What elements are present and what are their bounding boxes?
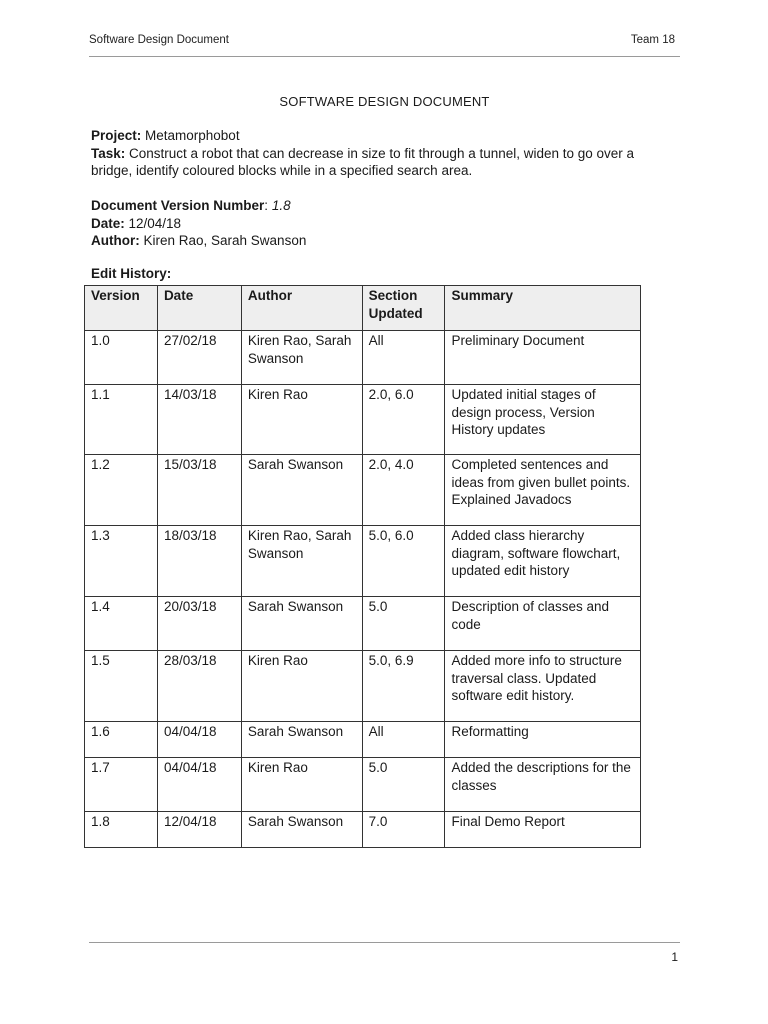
table-header-row xyxy=(85,286,641,331)
cell-date: 04/04/18 xyxy=(157,722,241,758)
cell-date: 28/03/18 xyxy=(157,651,241,722)
version-label: Document Version Number xyxy=(91,198,265,213)
cell-date: 04/04/18 xyxy=(157,758,241,812)
table-row xyxy=(85,812,641,848)
cell-section: 5.0, 6.9 xyxy=(362,651,445,722)
version-value: 1.8 xyxy=(271,198,291,213)
task-value: Construct a robot that can decrease in size to fit through a tunnel, widen to go over a bridge, identify coloured blocks while in a specified search area. xyxy=(91,145,635,178)
task-line xyxy=(91,145,671,180)
date-value: 12/04/18 xyxy=(124,215,182,231)
date-line xyxy=(91,215,671,233)
table-row xyxy=(85,455,641,526)
date-label: Date: xyxy=(91,215,125,231)
edit-history-table xyxy=(84,285,641,848)
page-number: 1 xyxy=(671,950,678,964)
column-header-version: Version xyxy=(85,286,158,331)
footer-divider xyxy=(89,942,680,943)
header-document-name: Software Design Document xyxy=(89,34,229,46)
cell-author: Kiren Rao xyxy=(241,385,362,455)
cell-author: Sarah Swanson xyxy=(241,597,362,651)
table-row xyxy=(85,597,641,651)
header-team-name: Team 18 xyxy=(630,34,675,46)
cell-date: 27/02/18 xyxy=(157,331,241,385)
cell-date: 12/04/18 xyxy=(157,812,241,848)
cell-date: 15/03/18 xyxy=(157,455,241,526)
author-value: Kiren Rao, Sarah Swanson xyxy=(139,233,307,248)
version-separator: : xyxy=(264,198,272,213)
project-line xyxy=(91,127,671,145)
cell-version: 1.7 xyxy=(85,758,158,812)
table-row xyxy=(85,722,641,758)
cell-section: 5.0 xyxy=(362,597,445,651)
author-line xyxy=(91,232,671,250)
cell-summary: Updated initial stages of design process, Version History updates xyxy=(445,385,641,455)
cell-summary: Added class hierarchy diagram, software flowchart, updated edit history xyxy=(445,526,641,597)
cell-version: 1.1 xyxy=(85,385,158,455)
cell-version: 1.4 xyxy=(85,597,158,651)
cell-version: 1.0 xyxy=(85,331,158,385)
task-label: Task: xyxy=(91,145,126,161)
version-line xyxy=(91,197,671,215)
document-title: SOFTWARE DESIGN DOCUMENT xyxy=(279,94,490,109)
cell-date: 14/03/18 xyxy=(157,385,241,455)
cell-section: 5.0 xyxy=(362,758,445,812)
cell-section: 5.0, 6.0 xyxy=(362,526,445,597)
header-divider xyxy=(89,56,680,57)
version-section xyxy=(91,197,671,250)
page-header xyxy=(89,34,679,50)
table-row xyxy=(85,758,641,812)
cell-version: 1.6 xyxy=(85,722,158,758)
table-row xyxy=(85,385,641,455)
cell-summary: Added the descriptions for the classes xyxy=(445,758,641,812)
column-header-date: Date xyxy=(157,286,241,331)
cell-author: Kiren Rao xyxy=(241,651,362,722)
cell-summary: Description of classes and code xyxy=(445,597,641,651)
cell-section: All xyxy=(362,722,445,758)
cell-author: Kiren Rao, Sarah Swanson xyxy=(241,526,362,597)
cell-version: 1.2 xyxy=(85,455,158,526)
edit-history-label: Edit History: xyxy=(91,266,172,281)
cell-author: Sarah Swanson xyxy=(241,455,362,526)
column-header-author: Author xyxy=(241,286,362,331)
cell-author: Kiren Rao xyxy=(241,758,362,812)
author-label: Author: xyxy=(91,233,140,248)
cell-summary: Final Demo Report xyxy=(445,812,641,848)
cell-version: 1.5 xyxy=(85,651,158,722)
cell-date: 20/03/18 xyxy=(157,597,241,651)
cell-summary: Preliminary Document xyxy=(445,331,641,385)
cell-summary: Completed sentences and ideas from given bullet points. Explained Javadocs xyxy=(445,455,641,526)
project-label: Project: xyxy=(91,128,142,143)
column-header-section-updated: Section Updated xyxy=(362,286,445,331)
project-section xyxy=(91,127,671,180)
cell-version: 1.8 xyxy=(85,812,158,848)
cell-section: All xyxy=(362,331,445,385)
cell-summary: Reformatting xyxy=(445,722,641,758)
table-row xyxy=(85,651,641,722)
table-row xyxy=(85,331,641,385)
cell-author: Sarah Swanson xyxy=(241,812,362,848)
cell-section: 7.0 xyxy=(362,812,445,848)
cell-summary: Added more info to structure traversal class. Updated software edit history. xyxy=(445,651,641,722)
cell-author: Sarah Swanson xyxy=(241,722,362,758)
cell-date: 18/03/18 xyxy=(157,526,241,597)
project-value: Metamorphobot xyxy=(141,128,240,143)
cell-section: 2.0, 6.0 xyxy=(362,385,445,455)
column-header-summary: Summary xyxy=(445,286,641,331)
cell-section: 2.0, 4.0 xyxy=(362,455,445,526)
cell-author: Kiren Rao, Sarah Swanson xyxy=(241,331,362,385)
cell-version: 1.3 xyxy=(85,526,158,597)
table-row xyxy=(85,526,641,597)
